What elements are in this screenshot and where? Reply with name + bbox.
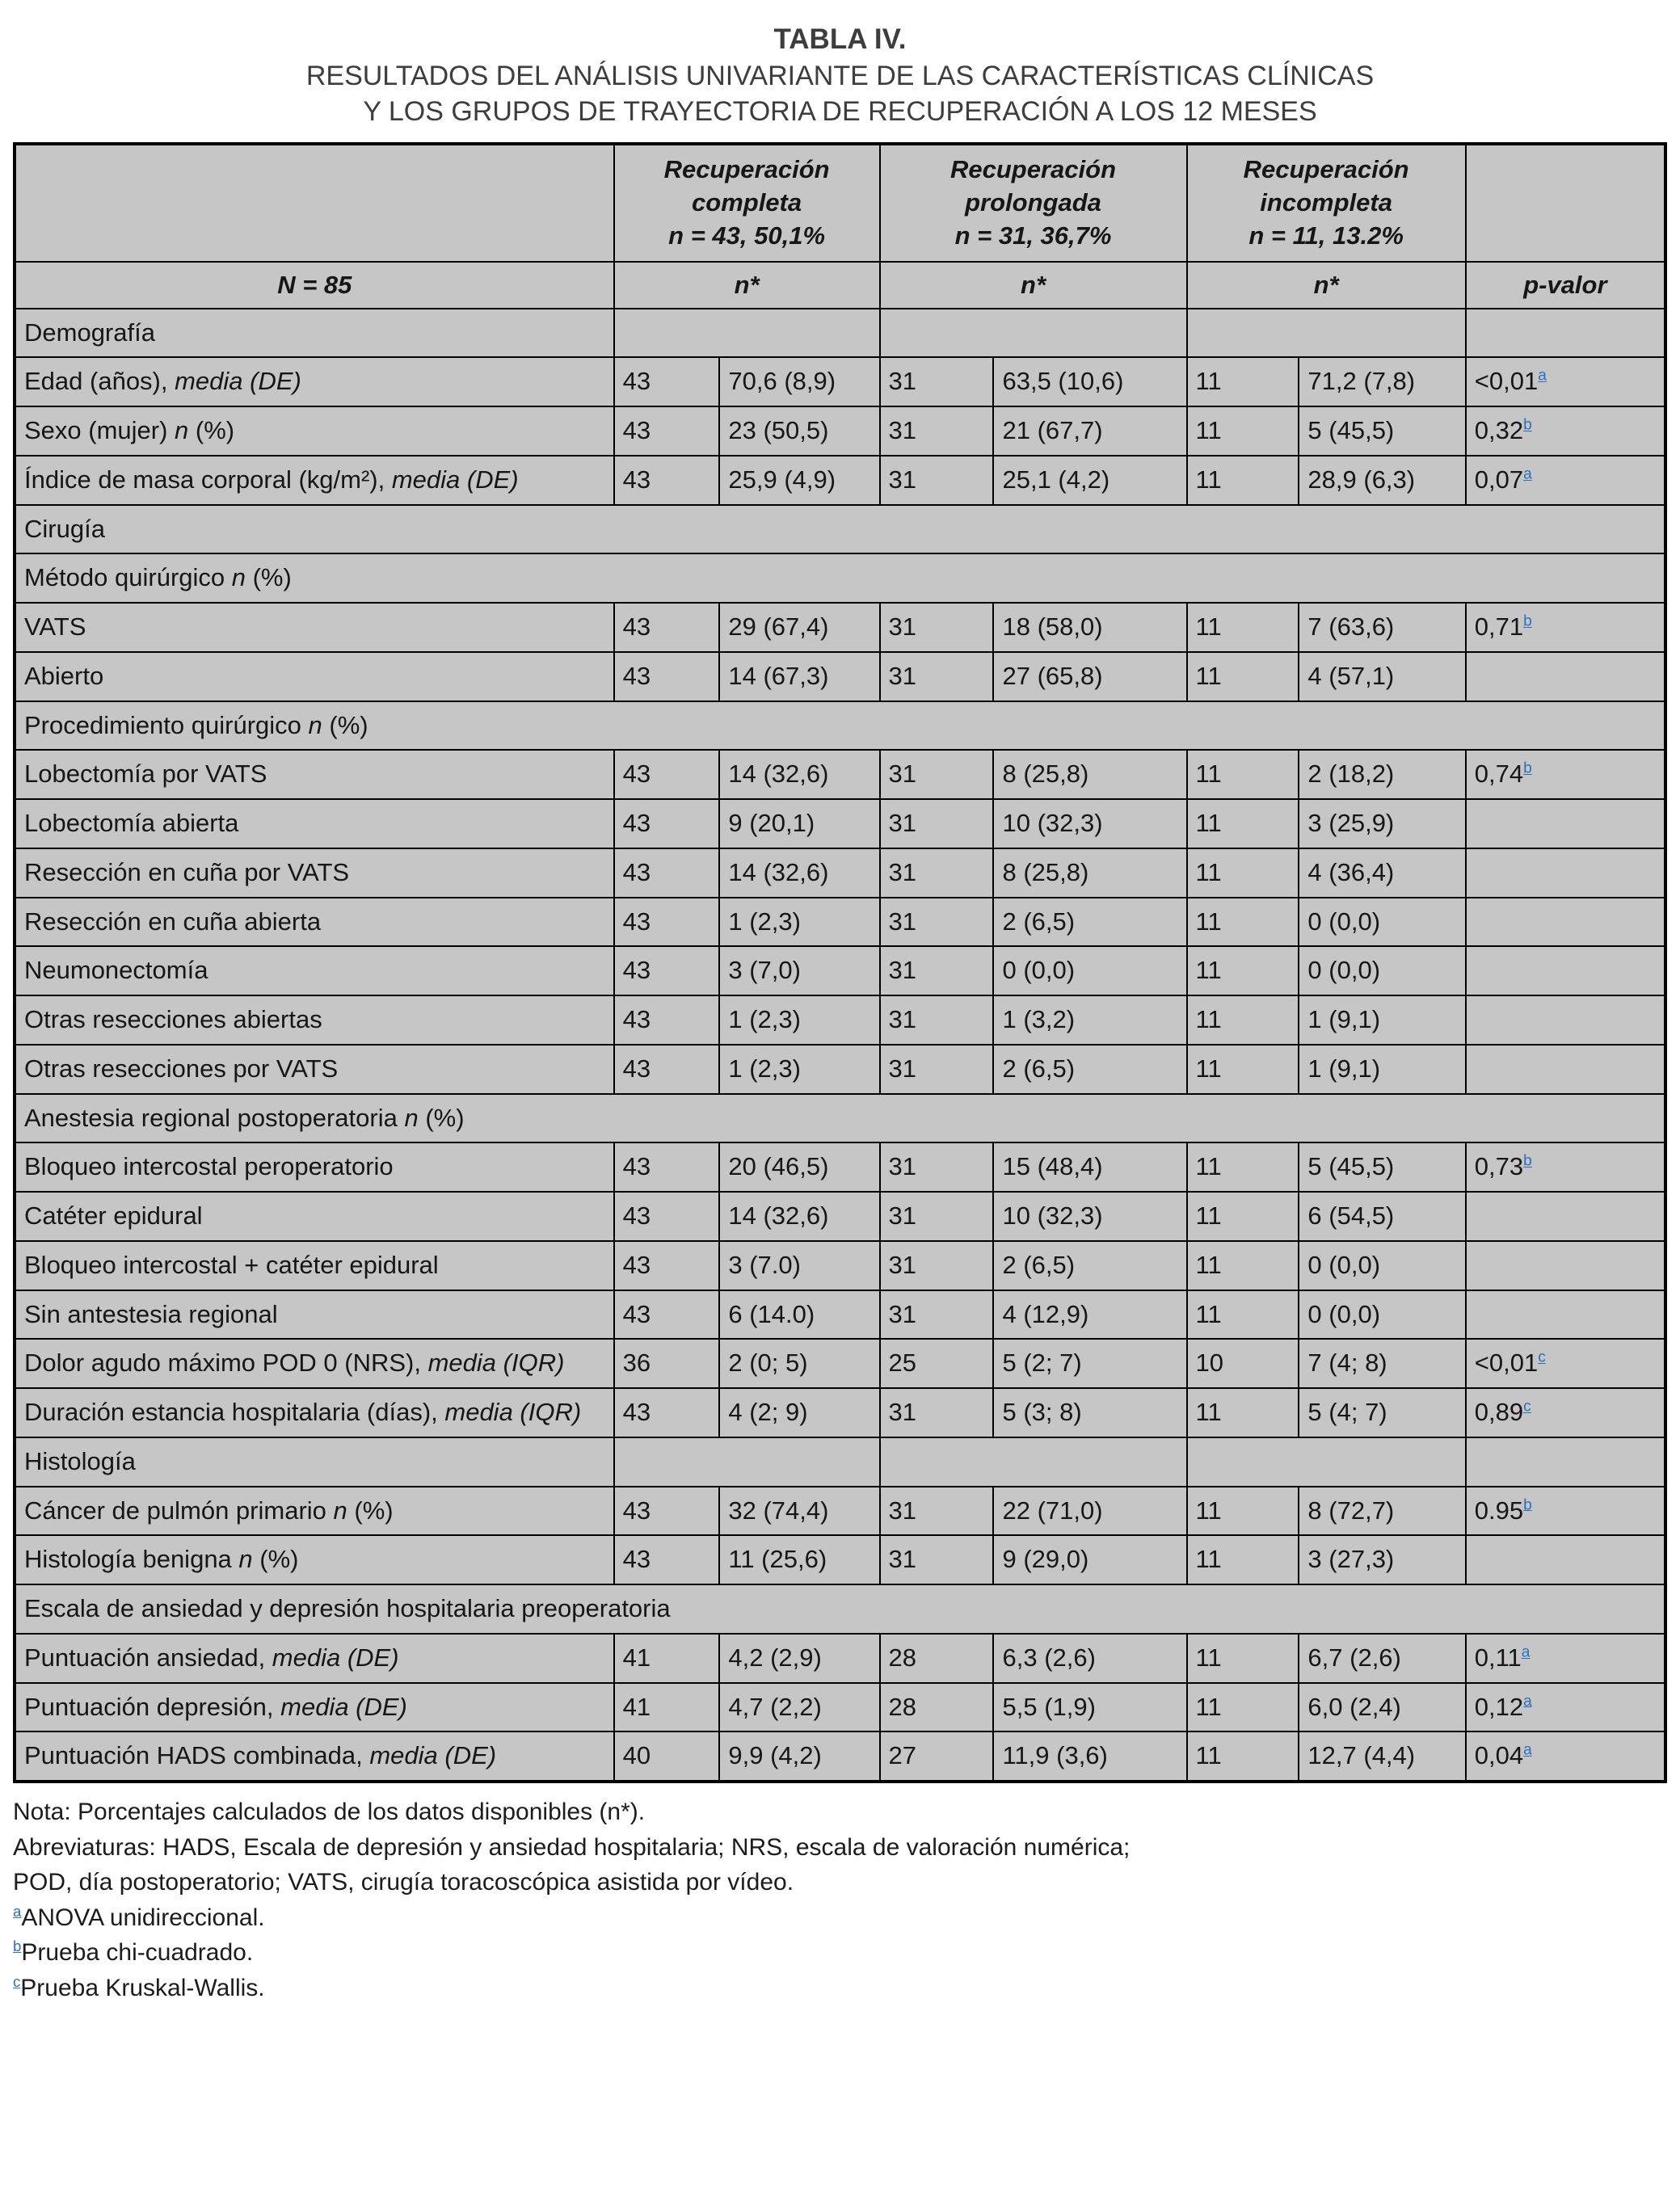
cell-n: 11 [1187, 995, 1299, 1045]
row-label: Lobectomía por VATS [15, 750, 614, 799]
row-label: Neumonectomía [15, 946, 614, 995]
cell-value: 25,9 (4,9) [719, 456, 879, 505]
row-label: Edad (años), media (DE) [15, 357, 614, 406]
section-label: Escala de ansiedad y depresión hospitalaria preoperatoria [15, 1584, 1665, 1634]
pvalue-superscript: b [1523, 1153, 1532, 1171]
cell-n: 43 [614, 1487, 720, 1536]
table-row [15, 946, 1665, 995]
cell-value: 8 (72,7) [1299, 1487, 1465, 1536]
cell-n: 43 [614, 406, 720, 456]
cell-value: 23 (50,5) [719, 406, 879, 456]
cell-pvalue: 0,07$^a$ [1466, 456, 1665, 505]
pvalue-superscript: c [1538, 1349, 1546, 1367]
notes [13, 1795, 1667, 2005]
cell-n: 11 [1187, 848, 1299, 898]
cell-n: 31 [880, 1388, 994, 1437]
cell-n: 40 [614, 1731, 720, 1782]
table-row [15, 603, 1665, 652]
table-row [15, 1731, 1665, 1782]
cell-value: 5 (45,5) [1299, 406, 1465, 456]
cell-n: 43 [614, 603, 720, 652]
cell-n: 11 [1187, 456, 1299, 505]
cell-value: 5,5 (1,9) [993, 1683, 1186, 1732]
cell-value: 11,9 (3,6) [993, 1731, 1186, 1782]
cell-value: 4,2 (2,9) [719, 1634, 879, 1683]
row-label: Otras resecciones abiertas [15, 995, 614, 1045]
cell-pvalue: 0,73$^b$ [1466, 1142, 1665, 1192]
note-superscript: c [13, 1972, 21, 1990]
table-title-line3: Y LOS GRUPOS DE TRAYECTORIA DE RECUPERACIÓN A LOS 12 MESES [363, 95, 1317, 127]
empty-group-cell [880, 1437, 1187, 1487]
section-label: Cirugía [15, 505, 1665, 554]
cell-n: 31 [880, 406, 994, 456]
cell-value: 6 (14.0) [719, 1290, 879, 1340]
row-label: Sexo (mujer) n (%) [15, 406, 614, 456]
group-header-line: Recuperación [950, 154, 1117, 183]
p-valor-header: p-valor [1466, 262, 1665, 309]
group-header-line: n = 11, 13.2% [1248, 221, 1404, 250]
group-header-line: n = 31, 36,7% [954, 221, 1112, 250]
table-row [15, 456, 1665, 505]
row-label: Histología benigna n (%) [15, 1535, 614, 1584]
cell-n: 43 [614, 1388, 720, 1437]
cell-value: 3 (7,0) [719, 946, 879, 995]
cell-n: 11 [1187, 1388, 1299, 1437]
note-line [13, 1865, 1667, 1900]
cell-pvalue [1466, 799, 1665, 848]
table-title-line2: RESULTADOS DEL ANÁLISIS UNIVARIANTE DE LAS CARACTERÍSTICAS CLÍNICAS [305, 60, 1375, 91]
table-row [15, 1683, 1665, 1732]
cell-n: 31 [880, 1487, 994, 1536]
empty-group-cell [1187, 1437, 1466, 1487]
cell-n: 11 [1187, 1731, 1299, 1782]
cell-n: 43 [614, 1192, 720, 1241]
cell-n: 11 [1187, 1142, 1299, 1192]
cell-n: 31 [880, 1241, 994, 1290]
cell-value: 9 (29,0) [993, 1535, 1186, 1584]
row-label: Otras resecciones por VATS [15, 1045, 614, 1094]
cell-n: 11 [1187, 603, 1299, 652]
cell-value: 14 (32,6) [719, 750, 879, 799]
cell-n: 27 [880, 1731, 994, 1782]
n-star-header-2: n* [880, 262, 1187, 309]
group-header-line: n = 43, 50,1% [668, 221, 826, 250]
cell-value: 4,7 (2,2) [719, 1683, 879, 1732]
cell-value: 5 (45,5) [1299, 1142, 1465, 1192]
cell-value: 20 (46,5) [719, 1142, 879, 1192]
cell-pvalue: 0,12$^a$ [1466, 1683, 1665, 1732]
cell-n: 43 [614, 1045, 720, 1094]
cell-n: 11 [1187, 406, 1299, 456]
cell-value: 22 (71,0) [993, 1487, 1186, 1536]
table-row [15, 1290, 1665, 1340]
table-row [15, 1339, 1665, 1388]
cell-n: 11 [1187, 799, 1299, 848]
row-label: Dolor agudo máximo POD 0 (NRS), media (IQR) [15, 1339, 614, 1388]
pvalue-superscript: a [1538, 368, 1547, 385]
cell-pvalue: <0,01$^c$ [1466, 1339, 1665, 1388]
table-row [15, 1535, 1665, 1584]
cell-value: 4 (12,9) [993, 1290, 1186, 1340]
cell-n: 11 [1187, 1192, 1299, 1241]
cell-n: 11 [1187, 898, 1299, 947]
cell-n: 36 [614, 1339, 720, 1388]
cell-pvalue [1466, 1290, 1665, 1340]
cell-n: 31 [880, 1535, 994, 1584]
group-header-prolongada [880, 144, 1187, 262]
cell-value: 8 (25,8) [993, 750, 1186, 799]
row-label: Bloqueo intercostal peroperatorio [15, 1142, 614, 1192]
cell-pvalue [1466, 946, 1665, 995]
cell-n: 28 [880, 1683, 994, 1732]
cell-value: 0 (0,0) [1299, 898, 1465, 947]
cell-value: 4 (57,1) [1299, 652, 1465, 701]
cell-pvalue [1466, 652, 1665, 701]
cell-value: 0 (0,0) [1299, 1241, 1465, 1290]
subsection-label: Anestesia regional postoperatoria n (%) [15, 1094, 1665, 1143]
row-label: Índice de masa corporal (kg/m²), media (DE) [15, 456, 614, 505]
cell-n: 43 [614, 1290, 720, 1340]
cell-pvalue: 0,74$^b$ [1466, 750, 1665, 799]
cell-value: 2 (6,5) [993, 1045, 1186, 1094]
row-label: VATS [15, 603, 614, 652]
subheader-row [15, 262, 1665, 309]
empty-group-cell [614, 1437, 880, 1487]
cell-n: 43 [614, 799, 720, 848]
cell-n: 43 [614, 750, 720, 799]
cell-value: 28,9 (6,3) [1299, 456, 1465, 505]
cell-n: 43 [614, 652, 720, 701]
cell-n: 11 [1187, 1045, 1299, 1094]
cell-pvalue [1466, 898, 1665, 947]
cell-pvalue: 0,32$^b$ [1466, 406, 1665, 456]
empty-group-cell [880, 309, 1187, 358]
cell-n: 41 [614, 1683, 720, 1732]
row-label: Catéter epidural [15, 1192, 614, 1241]
cell-n: 11 [1187, 1683, 1299, 1732]
subsection-label: Procedimiento quirúrgico n (%) [15, 701, 1665, 751]
subsection-label: Método quirúrgico n (%) [15, 553, 1665, 603]
row-label: Bloqueo intercostal + catéter epidural [15, 1241, 614, 1290]
cell-value: 71,2 (7,8) [1299, 357, 1465, 406]
cell-value: 8 (25,8) [993, 848, 1186, 898]
cell-n: 43 [614, 848, 720, 898]
cell-value: 5 (3; 8) [993, 1388, 1186, 1437]
cell-value: 0 (0,0) [993, 946, 1186, 995]
group-header-line: Recuperación [1243, 154, 1409, 183]
table-row [15, 1634, 1665, 1683]
cell-value: 14 (32,6) [719, 1192, 879, 1241]
cell-value: 9,9 (4,2) [719, 1731, 879, 1782]
note-text: Prueba Kruskal-Wallis. [20, 1974, 265, 2001]
cell-pvalue [1466, 995, 1665, 1045]
cell-n: 43 [614, 1142, 720, 1192]
section-row [15, 701, 1665, 751]
cell-n: 11 [1187, 1290, 1299, 1340]
cell-pvalue: 0,04$^a$ [1466, 1731, 1665, 1782]
group-header-line: completa [692, 187, 802, 217]
pvalue-superscript: b [1523, 760, 1532, 778]
table-row [15, 1045, 1665, 1094]
cell-n: 31 [880, 799, 994, 848]
table-row [15, 1487, 1665, 1536]
cell-n: 31 [880, 1192, 994, 1241]
table-row [15, 652, 1665, 701]
group-header-row [15, 144, 1665, 262]
cell-n: 31 [880, 848, 994, 898]
table-row [15, 406, 1665, 456]
table-row [15, 1192, 1665, 1241]
cell-value: 6,7 (2,6) [1299, 1634, 1465, 1683]
cell-value: 1 (9,1) [1299, 1045, 1465, 1094]
pvalue-superscript: a [1523, 1693, 1532, 1710]
cell-value: 15 (48,4) [993, 1142, 1186, 1192]
cell-value: 5 (2; 7) [993, 1339, 1186, 1388]
results-table [13, 142, 1667, 1783]
cell-value: 3 (7.0) [719, 1241, 879, 1290]
cell-n: 11 [1187, 1535, 1299, 1584]
cell-n: 43 [614, 357, 720, 406]
cell-value: 6,0 (2,4) [1299, 1683, 1465, 1732]
section-label: Demografía [15, 309, 614, 358]
cell-value: 27 (65,8) [993, 652, 1186, 701]
cell-value: 14 (67,3) [719, 652, 879, 701]
cell-n: 43 [614, 456, 720, 505]
cell-value: 18 (58,0) [993, 603, 1186, 652]
cell-value: 3 (25,9) [1299, 799, 1465, 848]
cell-n: 43 [614, 1241, 720, 1290]
note-line [13, 1795, 1667, 1830]
note-text: ANOVA unidireccional. [21, 1904, 265, 1931]
table-row [15, 995, 1665, 1045]
row-label: Puntuación HADS combinada, media (DE) [15, 1731, 614, 1782]
cell-pvalue: 0,11$^a$ [1466, 1634, 1665, 1683]
group-header-completa [614, 144, 880, 262]
row-label: Puntuación ansiedad, media (DE) [15, 1634, 614, 1683]
cell-n: 31 [880, 995, 994, 1045]
cell-value: 6 (54,5) [1299, 1192, 1465, 1241]
cell-n: 11 [1187, 357, 1299, 406]
cell-pvalue [1466, 1535, 1665, 1584]
table-row [15, 357, 1665, 406]
cell-value: 3 (27,3) [1299, 1535, 1465, 1584]
cell-n: 25 [880, 1339, 994, 1388]
pvalue-superscript: c [1523, 1398, 1531, 1416]
table-row [15, 799, 1665, 848]
cell-pvalue: 0,71$^b$ [1466, 603, 1665, 652]
note-line [13, 1830, 1667, 1866]
pvalue-superscript: b [1523, 416, 1532, 434]
cell-value: 10 (32,3) [993, 799, 1186, 848]
cell-value: 12,7 (4,4) [1299, 1731, 1465, 1782]
cell-n: 11 [1187, 1634, 1299, 1683]
empty-pvalue-cell [1466, 309, 1665, 358]
section-row [15, 505, 1665, 554]
cell-value: 1 (2,3) [719, 898, 879, 947]
group-header-line: Recuperación [663, 154, 830, 183]
note-text: POD, día postoperatorio; VATS, cirugía toracoscópica asistida por vídeo. [13, 1869, 794, 1896]
note-text: Nota: Porcentajes calculados de los datos disponibles (n*). [13, 1799, 646, 1826]
note-superscript: a [13, 1902, 22, 1920]
cell-n: 43 [614, 995, 720, 1045]
cell-pvalue: 0.95$^b$ [1466, 1487, 1665, 1536]
cell-value: 2 (6,5) [993, 1241, 1186, 1290]
group-header-line: incompleta [1260, 187, 1392, 217]
cell-n: 31 [880, 750, 994, 799]
note-text: Abreviaturas: HADS, Escala de depresión y ansiedad hospitalaria; NRS, escala de valoración numérica; [13, 1833, 1131, 1861]
row-label: Resección en cuña abierta [15, 898, 614, 947]
cell-n: 31 [880, 946, 994, 995]
section-row [15, 309, 1665, 358]
empty-group-cell [1187, 309, 1466, 358]
pvalue-superscript: b [1523, 612, 1532, 630]
cell-n: 31 [880, 898, 994, 947]
cell-value: 32 (74,4) [719, 1487, 879, 1536]
note-superscript: b [13, 1938, 22, 1955]
cell-n: 31 [880, 357, 994, 406]
cell-value: 11 (25,6) [719, 1535, 879, 1584]
table-row [15, 750, 1665, 799]
cell-value: 14 (32,6) [719, 848, 879, 898]
cell-value: 1 (2,3) [719, 1045, 879, 1094]
cell-value: 29 (67,4) [719, 603, 879, 652]
pvalue-superscript: a [1523, 1742, 1532, 1760]
cell-value: 1 (3,2) [993, 995, 1186, 1045]
cell-n: 11 [1187, 1241, 1299, 1290]
row-label: Cáncer de pulmón primario n (%) [15, 1487, 614, 1536]
note-text: Prueba chi-cuadrado. [21, 1939, 254, 1967]
cell-value: 4 (2; 9) [719, 1388, 879, 1437]
table-title [13, 21, 1667, 129]
cell-value: 70,6 (8,9) [719, 357, 879, 406]
cell-value: 9 (20,1) [719, 799, 879, 848]
note-line [13, 1900, 1667, 1936]
cell-n: 43 [614, 946, 720, 995]
pvalue-superscript: a [1521, 1643, 1531, 1661]
section-row [15, 1094, 1665, 1143]
table-number: TABLA IV. [773, 23, 907, 55]
note-line [13, 1935, 1667, 1971]
cell-n: 31 [880, 652, 994, 701]
cell-pvalue: <0,01$^a$ [1466, 357, 1665, 406]
group-header-incompleta [1187, 144, 1466, 262]
group-header-line: prolongada [965, 187, 1101, 217]
cell-value: 1 (2,3) [719, 995, 879, 1045]
table-row [15, 1142, 1665, 1192]
row-label: Abierto [15, 652, 614, 701]
row-label: Puntuación depresión, media (DE) [15, 1683, 614, 1732]
cell-value: 21 (67,7) [993, 406, 1186, 456]
cell-pvalue [1466, 1192, 1665, 1241]
cell-value: 0 (0,0) [1299, 946, 1465, 995]
cell-n: 31 [880, 603, 994, 652]
cell-n: 31 [880, 456, 994, 505]
section-row [15, 553, 1665, 603]
section-label: Histología [15, 1437, 614, 1487]
note-line [13, 1971, 1667, 2006]
cell-n: 31 [880, 1045, 994, 1094]
n-star-header-3: n* [1187, 262, 1466, 309]
cell-n: 11 [1187, 652, 1299, 701]
section-row [15, 1437, 1665, 1487]
cell-pvalue: 0,89$^c$ [1466, 1388, 1665, 1437]
cell-n: 28 [880, 1634, 994, 1683]
cell-value: 10 (32,3) [993, 1192, 1186, 1241]
corner-cell [15, 144, 614, 262]
table-row [15, 1241, 1665, 1290]
cell-n: 43 [614, 1535, 720, 1584]
empty-pvalue-cell [1466, 1437, 1665, 1487]
cell-value: 2 (18,2) [1299, 750, 1465, 799]
cell-n: 11 [1187, 750, 1299, 799]
pvalue-superscript: a [1523, 465, 1532, 483]
table-row [15, 848, 1665, 898]
n-total-cell: N = 85 [15, 262, 614, 309]
cell-pvalue [1466, 1241, 1665, 1290]
cell-value: 5 (4; 7) [1299, 1388, 1465, 1437]
cell-value: 0 (0,0) [1299, 1290, 1465, 1340]
cell-pvalue [1466, 1045, 1665, 1094]
empty-group-cell [614, 309, 880, 358]
cell-value: 63,5 (10,6) [993, 357, 1186, 406]
cell-value: 2 (0; 5) [719, 1339, 879, 1388]
n-star-header-1: n* [614, 262, 880, 309]
cell-value: 7 (4; 8) [1299, 1339, 1465, 1388]
cell-value: 4 (36,4) [1299, 848, 1465, 898]
cell-n: 11 [1187, 946, 1299, 995]
row-label: Lobectomía abierta [15, 799, 614, 848]
cell-value: 7 (63,6) [1299, 603, 1465, 652]
cell-value: 2 (6,5) [993, 898, 1186, 947]
pvalor-corner-cell [1466, 144, 1665, 262]
table-body [15, 309, 1665, 1782]
row-label: Duración estancia hospitalaria (días), media (IQR) [15, 1388, 614, 1437]
cell-pvalue [1466, 848, 1665, 898]
cell-n: 10 [1187, 1339, 1299, 1388]
row-label: Resección en cuña por VATS [15, 848, 614, 898]
table-row [15, 898, 1665, 947]
cell-value: 1 (9,1) [1299, 995, 1465, 1045]
cell-n: 31 [880, 1290, 994, 1340]
cell-n: 11 [1187, 1487, 1299, 1536]
cell-n: 43 [614, 898, 720, 947]
cell-n: 41 [614, 1634, 720, 1683]
pvalue-superscript: b [1523, 1496, 1532, 1514]
cell-value: 25,1 (4,2) [993, 456, 1186, 505]
row-label: Sin antestesia regional [15, 1290, 614, 1340]
cell-value: 6,3 (2,6) [993, 1634, 1186, 1683]
cell-n: 31 [880, 1142, 994, 1192]
table-row [15, 1388, 1665, 1437]
section-row [15, 1584, 1665, 1634]
